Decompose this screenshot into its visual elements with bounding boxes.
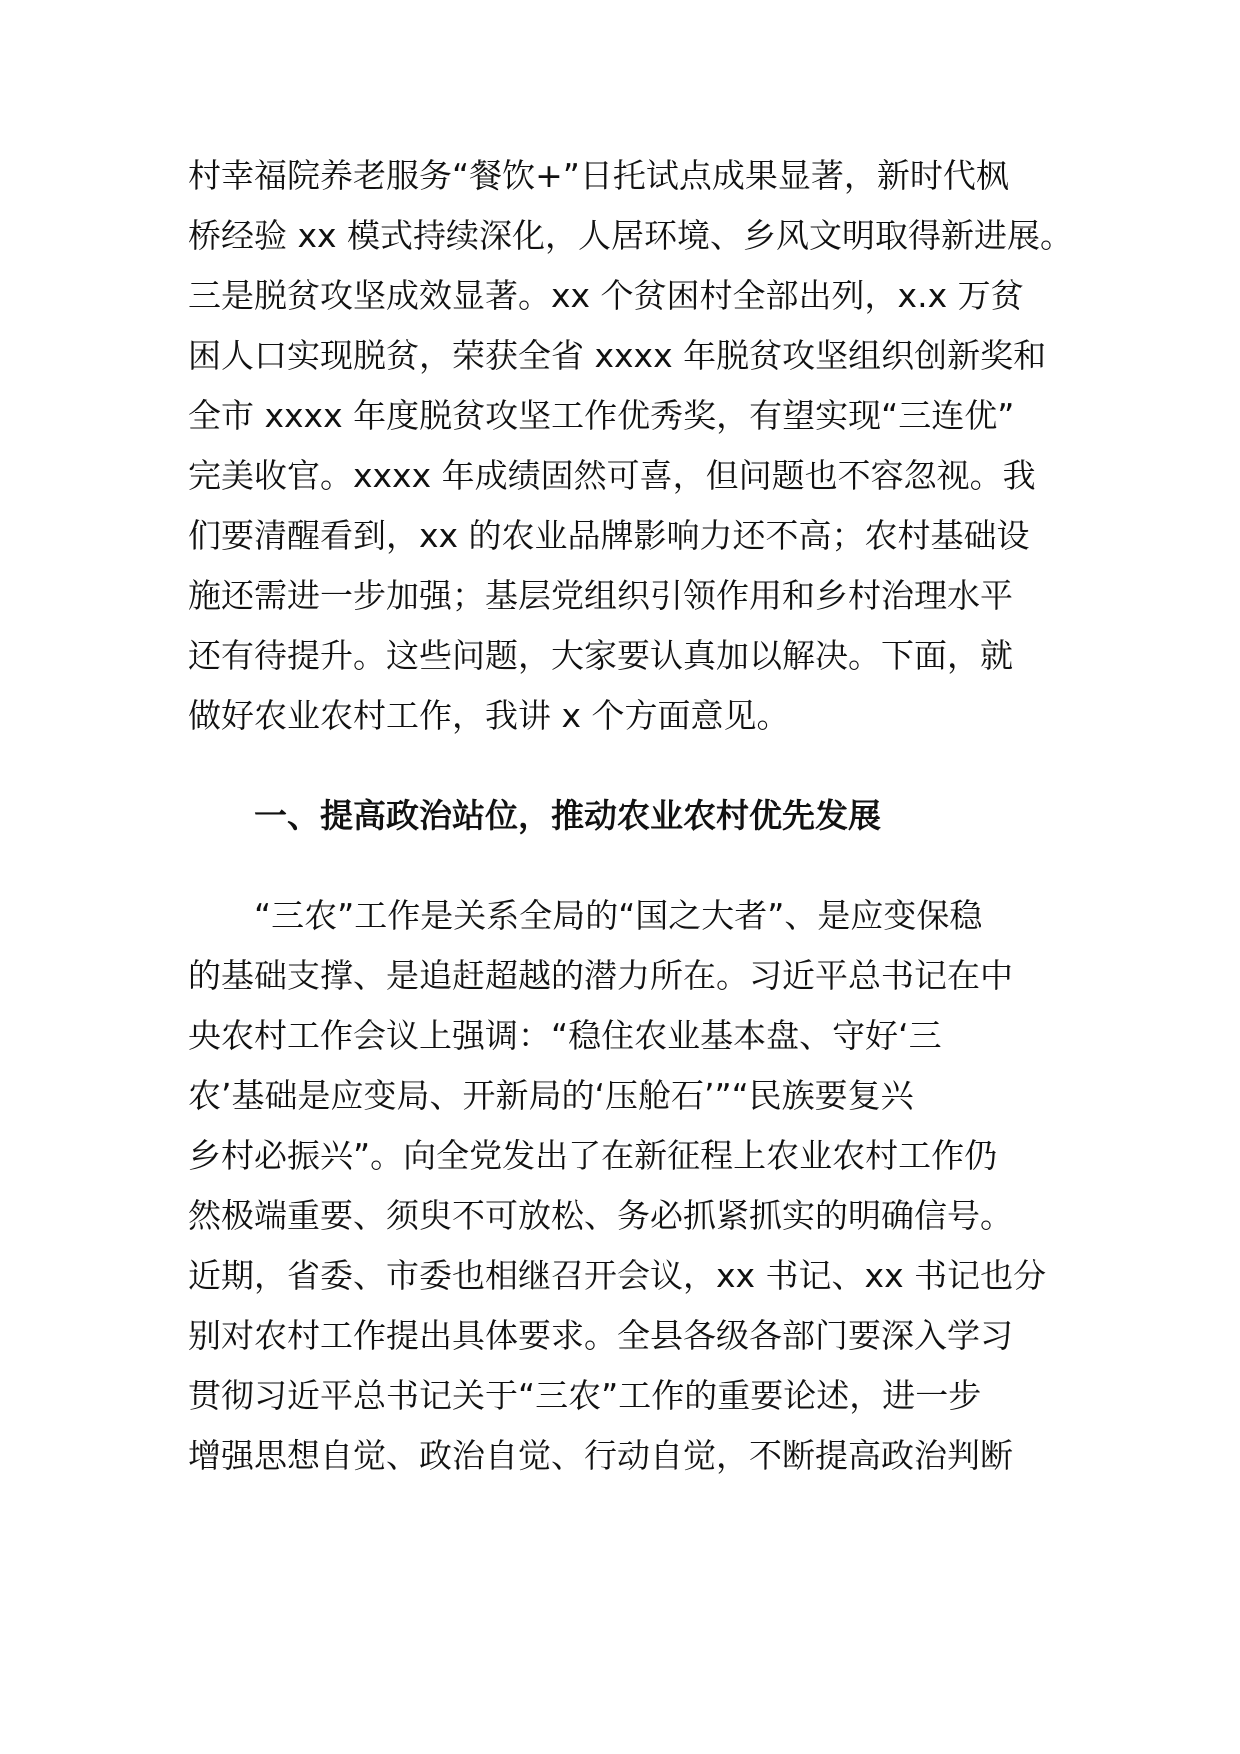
paragraph-line: 农’基础是应变局、开新局的‘压舱石’”“民族要复兴 — [188, 1076, 914, 1115]
paragraph-line: 做好农业农村工作，我讲 x 个方面意见。 — [188, 696, 790, 735]
paragraph-line: 乡村必振兴”。向全党发出了在新征程上农业农村工作仍 — [188, 1136, 998, 1175]
paragraph-line: “三农”工作是关系全局的“国之大者”、是应变保稳 — [254, 896, 983, 935]
paragraph-line: 完美收官。xxxx 年成绩固然可喜，但问题也不容忽视。我 — [188, 456, 1036, 495]
paragraph-line: 然极端重要、须臾不可放松、务必抓紧抓实的明确信号。 — [188, 1196, 1013, 1235]
paragraph-line: 还有待提升。这些问题，大家要认真加以解决。下面，就 — [188, 636, 1013, 675]
paragraph-line: 别对农村工作提出具体要求。全县各级各部门要深入学习 — [188, 1316, 1013, 1355]
paragraph-line: 三是脱贫攻坚成效显著。xx 个贫困村全部出列，x.x 万贫 — [188, 276, 1024, 315]
paragraph-line: 全市 xxxx 年度脱贫攻坚工作优秀奖，有望实现“三连优” — [188, 396, 1015, 435]
paragraph-line: 央农村工作会议上强调：“稳住农业基本盘、守好‘三 — [188, 1016, 942, 1055]
paragraph-line: 近期，省委、市委也相继召开会议，xx 书记、xx 书记也分 — [188, 1256, 1047, 1295]
paragraph-line: 施还需进一步加强；基层党组织引领作用和乡村治理水平 — [188, 576, 1013, 615]
paragraph-line: 困人口实现脱贫，荣获全省 xxxx 年脱贫攻坚组织创新奖和 — [188, 336, 1047, 375]
paragraph-line: 增强思想自觉、政治自觉、行动自觉，不断提高政治判断 — [188, 1436, 1013, 1475]
paragraph-line: 贯彻习近平总书记关于“三农”工作的重要论述，进一步 — [188, 1376, 982, 1415]
paragraph-line: 桥经验 xx 模式持续深化，人居环境、乡风文明取得新进展。 — [188, 216, 1074, 255]
paragraph-line: 村幸福院养老服务“餐饮+”日托试点成果显著，新时代枫 — [188, 156, 1009, 195]
paragraph-line: 们要清醒看到，xx 的农业品牌影响力还不高；农村基础设 — [188, 516, 1030, 555]
paragraph-line: 的基础支撑、是追赶超越的潜力所在。习近平总书记在中 — [188, 956, 1013, 995]
section-heading: 一、提高政治站位，推动农业农村优先发展 — [254, 796, 881, 835]
